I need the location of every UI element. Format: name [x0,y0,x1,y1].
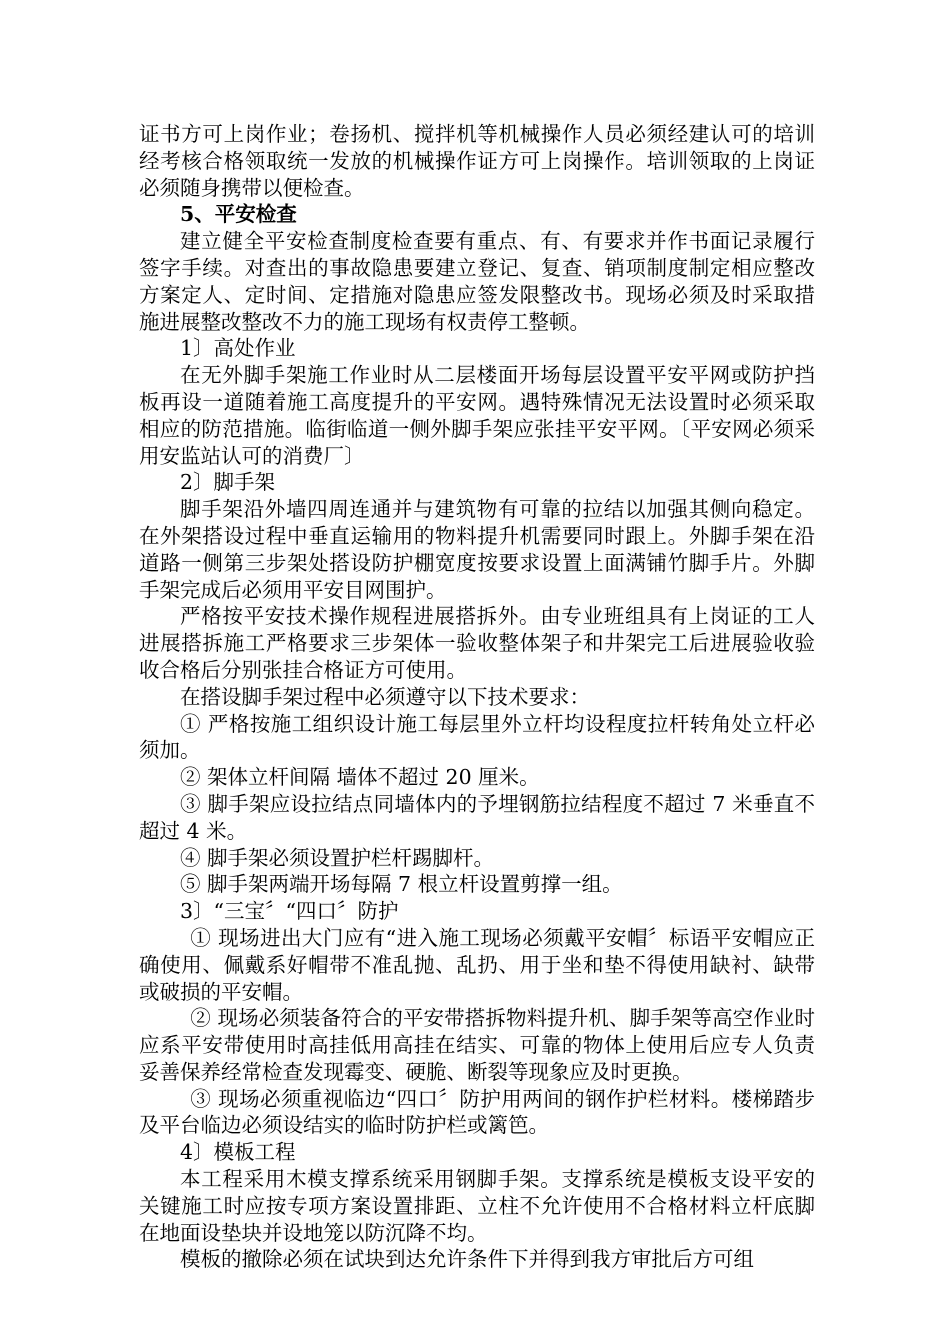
section-heading-safety-inspection: 5、平安检查 [180,202,297,227]
paragraph-scaffolding-erection: 严格按平安技术操作规程进展搭拆外。由专业班组具有上岗证的工人进展搭拆施工严格要求三步架体一验收整体架子和井架完工后进展验收验收合格后分别张挂合格证方可使用。 [139,604,815,682]
document-body [139,121,815,1273]
subheading-formwork: 4〕模板工程 [180,1140,296,1165]
subheading-scaffolding: 2〕脚手架 [180,470,276,495]
paragraph-inspection-system: 建立健全平安检查制度检查要有重点、有、有要求并作书面记录履行签字手续。对查出的事故隐患要建立登记、复查、销项制度制定相应整改方案定人、定时间、定措施对隐患应签发限整改书。现场必须及时采取措施进展整改整改不力的施工现场有权责停工整顿。 [139,229,815,334]
list-item-edge-protection: ③ 现场必须重视临边“四口〞防护用两间的钢作护栏材料。楼梯踏步及平台临边必须设结实的临时防护栏或篱笆。 [139,1086,815,1138]
list-item-safety-belt: ② 现场必须装备符合的平安带搭拆物料提升机、脚手架等高空作业时应系平安带使用时高挂低用高挂在结实、可靠的物体上使用后应专人负责妥善保养经常检查发现霉变、硬脆、断裂等现象应及时更换。 [139,1006,815,1084]
list-item-requirement-5: ⑤ 脚手架两端开场每隔 7 根立杆设置剪撑一组。 [180,872,623,897]
paragraph-certificate-continuation: 证书方可上岗作业；卷扬机、搅拌机等机械操作人员必须经建认可的培训经考核合格领取统一发放的机械操作证方可上岗操作。培训领取的上岗证必须随身携带以便检查。 [139,122,815,200]
list-item-safety-helmet: ① 现场进出大门应有“进入施工现场必须戴平安帽〞标语平安帽应正确使用、佩戴系好帽带不准乱抛、乱扔、用于坐和垫不得使用缺衬、缺带或破损的平安帽。 [139,925,815,1004]
paragraph-scaffolding-tie: 脚手架沿外墙四周连通并与建筑物有可靠的拉结以加强其侧向稳定。在外架搭设过程中垂直运输用的物料提升机需要同时跟上。外脚手架在沿道路一侧第三步架处搭设防护棚宽度按要求设置上面满铺竹脚手片。外脚手架完成后必须用平安目网围护。 [139,497,815,602]
list-item-requirement-3: ③ 脚手架应设拉结点同墙体内的予埋钢筋拉结程度不超过 7 米垂直不超过 4 米。 [139,791,815,843]
paragraph-safety-net: 在无外脚手架施工作业时从二层楼面开场每层设置平安平网或防护挡板再设一道随着施工高度提升的平安网。遇特殊情况无法设置时必须采取相应的防范措施。临街临道一侧外脚手架应张挂平安平网。〔平安网必须采用安监站认可的消费厂〕 [139,363,815,468]
list-item-requirement-1: ① 严格按施工组织设计施工每层里外立杆均设程度拉杆转角处立杆必须加。 [139,711,815,763]
list-item-requirement-4: ④ 脚手架必须设置护栏杆踢脚杆。 [180,845,495,870]
paragraph-formwork-support: 本工程采用木模支撑系统采用钢脚手架。支撑系统是模板支设平安的关键施工时应按专项方案设置排距、立柱不允许使用不合格材料立杆底脚在地面设垫块并设地笼以防沉降不均。 [139,1167,815,1245]
subheading-three-treasures-four-openings: 3〕“三宝〞“四口〞防护 [180,899,399,924]
list-item-requirement-2: ② 架体立杆间隔 墙体不超过 20 厘米。 [180,765,540,790]
paragraph-technical-requirements-intro: 在搭设脚手架过程中必须遵守以下技术要求： [180,684,590,709]
subheading-high-altitude-work: 1〕高处作业 [180,336,296,361]
paragraph-formwork-removal: 模板的撤除必须在试块到达允许条件下并得到我方审批后方可组 [180,1247,754,1272]
